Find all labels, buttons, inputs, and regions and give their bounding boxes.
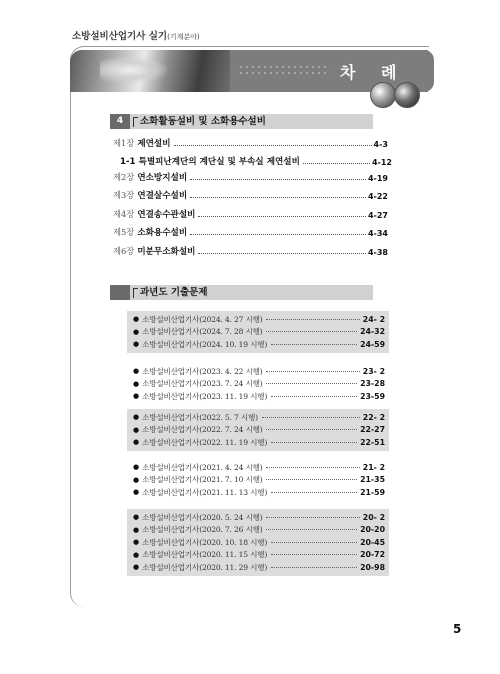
dot-leader (190, 179, 366, 180)
page-ref: 21-35 (360, 475, 385, 485)
dot-leader (266, 429, 357, 430)
page-ref: 4-3 (373, 140, 388, 149)
dot-leader (266, 331, 357, 332)
chapter-number: 제4장 (113, 209, 135, 219)
exam-entry[interactable] (127, 436, 389, 449)
page-ref: 20-72 (360, 550, 385, 560)
exam-title: 소방설비산업기사(2023. 11. 19 시행) (142, 391, 268, 401)
page-ref: 21-59 (360, 487, 385, 497)
exam-title: 소방설비산업기사(2024. 7. 28 시행) (142, 327, 263, 337)
exam-group (127, 311, 389, 353)
section-4-header (110, 114, 373, 129)
section-title: 소화활동설비 및 소화용수설비 (140, 116, 266, 127)
bullet-icon: ● (133, 538, 140, 547)
section-number: 4 (110, 114, 130, 129)
corner-mark-icon (133, 288, 138, 298)
exam-entry[interactable] (127, 424, 389, 437)
dot-leader (271, 542, 357, 543)
chapter-number: 제5장 (113, 227, 135, 237)
bullet-icon: ● (133, 513, 140, 522)
exam-title: 소방설비산업기사(2021. 11. 13 시행) (142, 487, 268, 497)
exam-entry[interactable] (127, 365, 389, 378)
dot-leader (266, 319, 359, 320)
bullet-icon: ● (133, 475, 140, 484)
exam-title: 소방설비산업기사(2023. 7. 24 시행) (142, 379, 263, 389)
bullet-icon: ● (133, 550, 140, 559)
dot-pattern (238, 64, 330, 76)
dot-leader (271, 344, 357, 345)
page-ref: 4-34 (367, 229, 388, 238)
header-band-end (416, 50, 434, 92)
dot-leader (190, 234, 366, 235)
page-ref: 20-98 (360, 562, 385, 572)
globe-icon (394, 82, 420, 108)
exam-title: 소방설비산업기사(2020. 10. 18 시행) (142, 537, 268, 547)
page-ref: 20- 2 (362, 512, 385, 522)
dot-leader (303, 163, 370, 164)
exam-entry[interactable] (127, 338, 389, 351)
dot-leader (271, 567, 357, 568)
corner-mark-icon (133, 117, 138, 127)
bullet-icon: ● (133, 340, 140, 349)
page-ref: 4-12 (371, 158, 392, 167)
exam-entry[interactable] (127, 536, 389, 549)
dot-leader (266, 467, 359, 468)
chapter-title: 연결송수관설비 (137, 210, 196, 220)
exam-group (127, 509, 389, 576)
dot-leader (190, 197, 366, 198)
chapter-number: 제6장 (113, 246, 135, 256)
bullet-icon: ● (133, 413, 140, 422)
exam-entry[interactable] (127, 474, 389, 487)
exam-title: 소방설비산업기사(2024. 4. 27 시행) (142, 314, 263, 324)
toc-entry[interactable] (113, 226, 388, 238)
exam-entry[interactable] (127, 390, 389, 403)
page-ref: 4-19 (367, 174, 388, 183)
page-ref: 4-22 (367, 192, 388, 201)
exam-group (127, 363, 389, 405)
page-ref: 20-20 (360, 525, 385, 535)
page-ref: 23-28 (360, 379, 385, 389)
bullet-icon: ● (133, 525, 140, 534)
page-ref: 24-59 (360, 339, 385, 349)
dot-leader (266, 529, 357, 530)
book-title (72, 28, 200, 42)
exam-title: 소방설비산업기사(2022. 11. 19 시행) (142, 437, 268, 447)
bullet-icon: ● (133, 392, 140, 401)
chapter-title: 1-1 특별피난계단의 계단실 및 부속실 제연설비 (120, 157, 300, 167)
dot-leader (266, 517, 359, 518)
page-ref: 24-32 (360, 327, 385, 337)
page-ref: 4-38 (367, 248, 388, 257)
bullet-icon: ● (133, 315, 140, 324)
exam-group (127, 409, 389, 451)
toc-entry[interactable] (113, 245, 388, 257)
dot-leader (271, 442, 357, 443)
bullet-icon: ● (133, 379, 140, 388)
exam-entry[interactable] (127, 561, 389, 574)
page-ref: 21- 2 (362, 462, 385, 472)
dot-leader (271, 396, 357, 397)
chapter-title: 연결살수설비 (137, 191, 188, 201)
dot-leader (266, 383, 357, 384)
bullet-icon: ● (133, 367, 140, 376)
exam-title: 소방설비산업기사(2023. 4. 22 시행) (142, 366, 263, 376)
toc-entry[interactable] (117, 155, 392, 167)
exam-title: 소방설비산업기사(2021. 4. 24 시행) (142, 462, 263, 472)
exam-group (127, 459, 389, 501)
section-title: 과년도 기출문제 (140, 287, 208, 298)
page-ref: 22- 2 (362, 412, 385, 422)
bullet-icon: ● (133, 438, 140, 447)
toc-entry[interactable] (113, 208, 388, 220)
toc-entry[interactable] (113, 171, 388, 183)
exam-entry[interactable] (127, 511, 389, 524)
chapter-title: 연소방지설비 (137, 173, 188, 183)
exam-entry[interactable] (127, 524, 389, 537)
dot-leader (266, 371, 359, 372)
dot-leader (271, 492, 357, 493)
past-exams-header (110, 285, 373, 300)
dot-leader (198, 253, 366, 254)
bullet-icon: ● (133, 425, 140, 434)
page-ref: 20-45 (360, 537, 385, 547)
exam-title: 소방설비산업기사(2021. 7. 10 시행) (142, 475, 263, 485)
dot-leader (198, 216, 366, 217)
page-number: 5 (453, 622, 462, 636)
dot-leader (174, 145, 372, 146)
dot-leader (271, 554, 357, 555)
exam-title: 소방설비산업기사(2022. 5. 7 시행) (142, 412, 258, 422)
toc-entry[interactable] (113, 189, 388, 201)
exam-entry[interactable] (127, 486, 389, 499)
exam-title: 소방설비산업기사(2020. 5. 24 시행) (142, 512, 263, 522)
chapter-title: 미분무소화설비 (137, 247, 196, 257)
book-title-sub: (기계분야) (167, 33, 200, 41)
exam-entry[interactable] (127, 313, 389, 326)
page-ref: 22-51 (360, 437, 385, 447)
page-ref: 23- 2 (362, 366, 385, 376)
exam-title: 소방설비산업기사(2022. 7. 24 시행) (142, 425, 263, 435)
page-ref: 24- 2 (362, 314, 385, 324)
exam-entry[interactable] (127, 326, 389, 339)
page-ref: 23-59 (360, 391, 385, 401)
exam-title: 소방설비산업기사(2020. 7. 26 시행) (142, 525, 263, 535)
exam-entry[interactable] (127, 411, 389, 424)
header-photo (70, 50, 230, 92)
bullet-icon: ● (133, 563, 140, 572)
dot-leader (266, 479, 357, 480)
exam-entry[interactable] (127, 461, 389, 474)
page-ref: 4-27 (367, 211, 388, 220)
bullet-icon: ● (133, 463, 140, 472)
chapter-title: 소화용수설비 (137, 228, 188, 238)
exam-entry[interactable] (127, 549, 389, 562)
chapter-number: 제1장 (113, 138, 135, 148)
chapter-title: 제연설비 (137, 139, 171, 149)
page-ref: 22-27 (360, 425, 385, 435)
chapter-number: 제3장 (113, 190, 135, 200)
header-title: 차 례 (340, 63, 407, 82)
book-title-main: 소방설비산업기사 실기 (72, 31, 168, 42)
bullet-icon: ● (133, 488, 140, 497)
bullet-icon: ● (133, 327, 140, 336)
exam-title: 소방설비산업기사(2020. 11. 29 시행) (142, 562, 268, 572)
exam-title: 소방설비산업기사(2024. 10. 19 시행) (142, 339, 268, 349)
toc-entry[interactable] (113, 137, 388, 149)
globe-icon (370, 82, 396, 108)
dot-leader (262, 417, 360, 418)
chapter-number: 제2장 (113, 172, 135, 182)
exam-title: 소방설비산업기사(2020. 11. 15 시행) (142, 550, 268, 560)
exam-entry[interactable] (127, 378, 389, 391)
section-marker (110, 285, 130, 300)
